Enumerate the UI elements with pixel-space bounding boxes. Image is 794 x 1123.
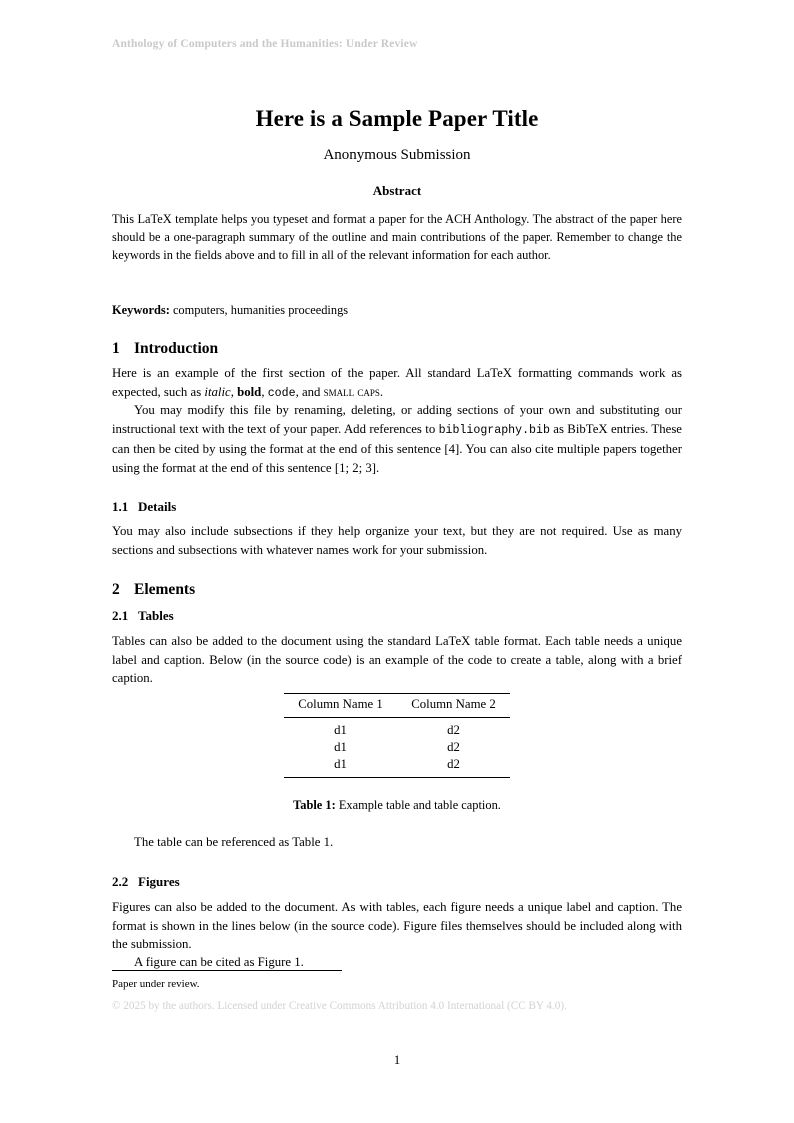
heading-figures-number: 2.2 bbox=[112, 874, 129, 889]
heading-tables-number: 2.1 bbox=[112, 608, 129, 623]
example-table-wrapper bbox=[284, 693, 510, 778]
table-row bbox=[284, 718, 510, 740]
intro-p2-text-b: as BibTeX entries. These can then be cited by using the format at the end of this sentence [4]. You can also cite multiple papers together using the format at the end of this sentence [1; 2; 3]. bbox=[112, 421, 682, 475]
heading-figures bbox=[112, 874, 682, 890]
intro-p2-text-a: You may modify this file by renaming, deleting, or adding sections of your own and substituting our instructional text with the text of your paper. Add references to bbox=[112, 403, 682, 436]
heading-introduction-number: 1 bbox=[112, 340, 120, 357]
figure-reference-paragraph: A figure can be cited as Figure 1. bbox=[134, 955, 304, 969]
keywords-line bbox=[112, 301, 682, 319]
heading-introduction-title: Introduction bbox=[134, 340, 219, 357]
heading-elements bbox=[112, 581, 682, 599]
intro-paragraph-2 bbox=[112, 401, 682, 477]
tables-paragraph: Tables can also be added to the document using the standard LaTeX table format. Each table needs a unique label and caption. Below (in the source code) is an example of the code to create a table, along with a brief caption. bbox=[112, 634, 682, 685]
intro-p1-italic: italic bbox=[204, 384, 231, 399]
figures-paragraph: Figures can also be added to the document. As with tables, each figure needs a unique label and caption. The format is shown in the lines below (in the source code). Figure files themselves should be included along with the submission. bbox=[112, 900, 682, 951]
footnote-rule bbox=[112, 970, 342, 971]
keywords-label: Keywords: bbox=[112, 303, 170, 317]
table-header-cell: Column Name 2 bbox=[397, 694, 510, 718]
author-line: Anonymous Submission bbox=[323, 147, 471, 163]
table-cell: d2 bbox=[397, 756, 510, 778]
table-cell: d1 bbox=[284, 756, 397, 778]
footnote-text: Paper under review. bbox=[112, 978, 200, 990]
heading-figures-title: Figures bbox=[138, 874, 180, 889]
intro-paragraph-1 bbox=[112, 364, 682, 403]
heading-tables-title: Tables bbox=[138, 608, 174, 623]
table-body bbox=[284, 718, 510, 778]
intro-p1-text-c: , bbox=[261, 384, 268, 399]
example-table bbox=[284, 693, 510, 778]
intro-p1-bold: bold bbox=[237, 384, 262, 399]
intro-p1-text-e: . bbox=[379, 384, 384, 399]
table-reference-paragraph: The table can be referenced as Table 1. bbox=[134, 835, 334, 849]
table-cell: d2 bbox=[397, 718, 510, 740]
table-header-row bbox=[284, 694, 510, 718]
table-caption-text: Example table and table caption. bbox=[338, 798, 501, 812]
table-cell: d2 bbox=[447, 740, 460, 754]
table-caption bbox=[112, 798, 682, 813]
intro-p1-code: code bbox=[267, 386, 296, 400]
abstract-body: This LaTeX template helps you typeset and format a paper for the ACH Anthology. The abstract of the paper here should be a one-paragraph summary of the outline and main contributions of the paper. Remember to change the keywords in the fields above and to fill in all of the relevant information for each author. bbox=[112, 212, 682, 263]
page-title: Here is a Sample Paper Title bbox=[255, 106, 539, 131]
running-header: Anthology of Computers and the Humanities: Under Review bbox=[112, 38, 418, 50]
intro-p1-text-d: , and bbox=[295, 384, 324, 399]
table-head bbox=[284, 694, 510, 718]
intro-p1-text-b: , bbox=[230, 384, 238, 399]
heading-introduction bbox=[112, 340, 682, 358]
table-cell: d1 bbox=[334, 740, 347, 754]
details-paragraph: You may also include subsections if they help organize your text, but they are not required. Use as many sections and subsections with whatever names work for your submission. bbox=[112, 524, 682, 557]
table-header-cell: Column Name 1 bbox=[284, 694, 397, 718]
table-caption-label: Table 1: bbox=[293, 798, 336, 812]
heading-details bbox=[112, 499, 682, 515]
keywords-value: computers, humanities proceedings bbox=[172, 303, 349, 317]
heading-details-number: 1.1 bbox=[112, 499, 129, 514]
abstract-heading: Abstract bbox=[372, 183, 422, 198]
intro-p1-smallcaps: small caps bbox=[323, 384, 380, 399]
table-row bbox=[284, 739, 510, 756]
heading-tables bbox=[112, 608, 682, 624]
page-number: 1 bbox=[393, 1053, 401, 1067]
heading-details-title: Details bbox=[138, 499, 177, 514]
table-row bbox=[284, 756, 510, 778]
intro-p1-text-a: Here is an example of the first section of the paper. All standard LaTeX formatting commands work as expected, such as bbox=[112, 366, 682, 399]
intro-p2-code: bibliography.bib bbox=[438, 423, 550, 437]
heading-elements-title: Elements bbox=[134, 581, 196, 598]
heading-elements-number: 2 bbox=[112, 581, 120, 598]
license-text: © 2025 by the authors. Licensed under Creative Commons Attribution 4.0 International (CC BY 4.0). bbox=[112, 1000, 567, 1012]
table-cell: d1 bbox=[284, 718, 397, 740]
